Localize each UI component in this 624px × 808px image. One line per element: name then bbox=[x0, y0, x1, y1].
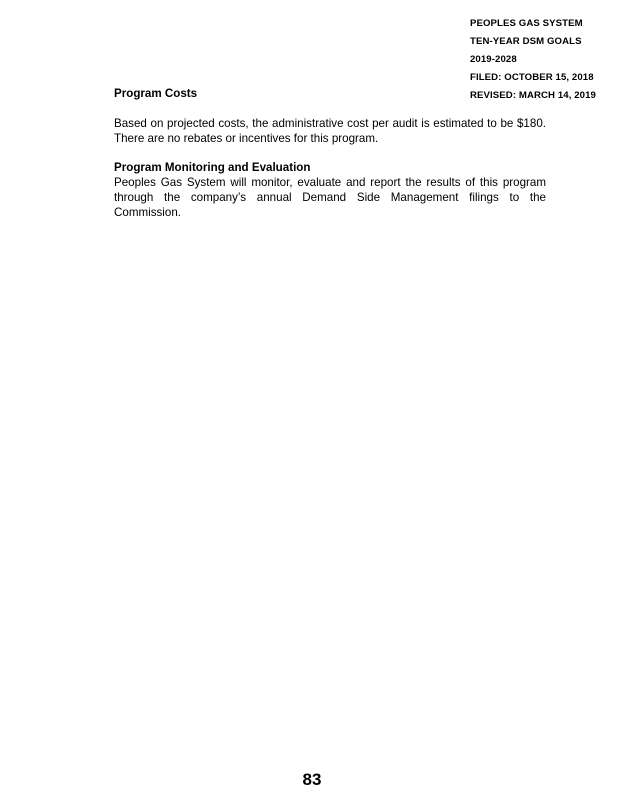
header-revised-date: REVISED: MARCH 14, 2019 bbox=[470, 90, 596, 101]
header-company: PEOPLES GAS SYSTEM bbox=[470, 18, 583, 29]
section-paragraph: Based on projected costs, the administrative cost per audit is estimated to be $180. There are no rebates or incentives for this program. bbox=[114, 117, 546, 145]
section-program-monitoring bbox=[114, 160, 546, 220]
header-year-range: 2019-2028 bbox=[470, 54, 517, 65]
page-number: 83 bbox=[302, 770, 322, 789]
header-document-title: TEN-YEAR DSM GOALS bbox=[470, 36, 582, 47]
header-filed-date: FILED: OCTOBER 15, 2018 bbox=[470, 72, 594, 83]
section-heading: Program Costs bbox=[114, 87, 198, 100]
section-program-costs bbox=[114, 86, 546, 146]
section-heading: Program Monitoring and Evaluation bbox=[114, 161, 311, 174]
section-paragraph: Peoples Gas System will monitor, evaluate and report the results of this program through the company’s annual Demand Side Management filings to the Commission. bbox=[114, 176, 546, 219]
document-body bbox=[114, 86, 546, 220]
